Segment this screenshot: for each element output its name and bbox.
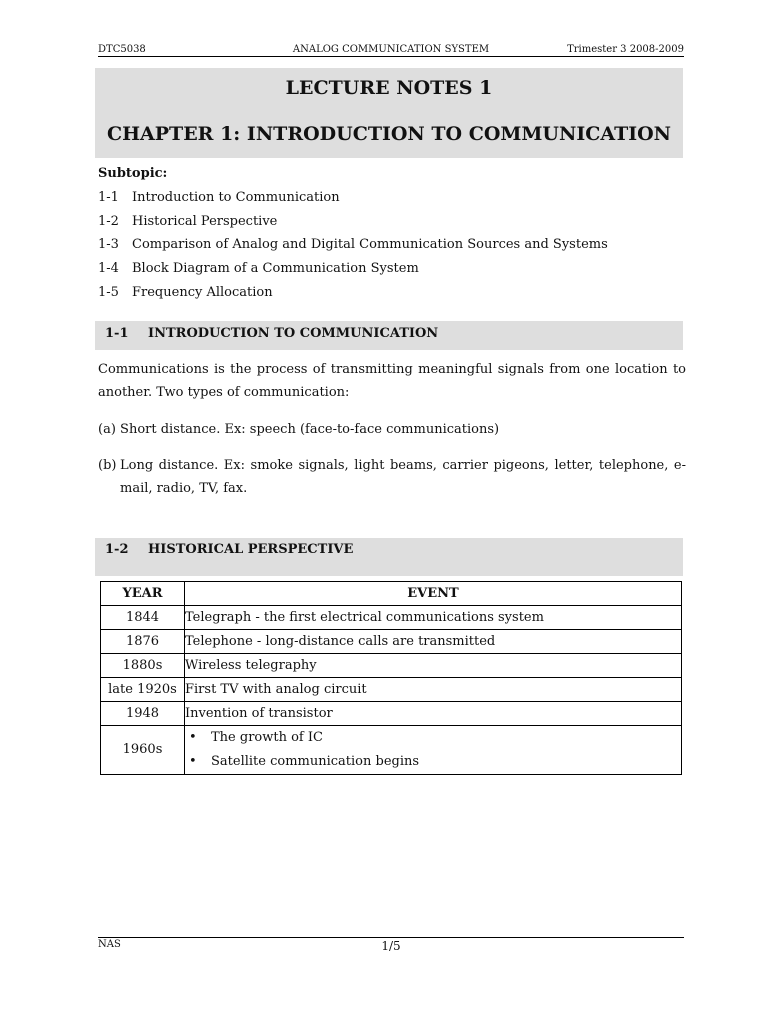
history-table [100,581,682,775]
subtopic-text: Frequency Allocation [132,284,273,300]
event-cell: First TV with analog circuit [185,678,682,702]
table-row [101,726,682,775]
subtopic-number: 1-2 [98,213,119,229]
year-cell: late 1920s [101,678,185,702]
event-bullet: • The growth of IC [211,726,681,750]
section-title: INTRODUCTION TO COMMUNICATION [148,326,439,341]
subtopic-text: Comparison of Analog and Digital Communication Sources and Systems [132,237,608,253]
table-row [101,654,682,678]
section-number: 1-1 [105,326,129,341]
subtopic-item [98,236,608,260]
lecture-title: LECTURE NOTES 1 [285,77,493,99]
event-cell: Invention of transistor [185,702,682,726]
subtopic-number: 1-4 [98,261,119,277]
subtopic-number: 1-3 [98,237,119,253]
section-number: 1-2 [105,542,129,557]
subtopic-item [98,284,608,308]
item-label: (b) [98,458,117,473]
header-course-title: ANALOG COMMUNICATION SYSTEM [292,44,490,55]
subtopic-text: Introduction to Communication [132,190,340,205]
subtopic-item [98,213,608,237]
event-cell: Telegraph - the first electrical communications system [185,606,682,630]
page-footer [98,937,684,952]
event-cell [185,726,682,775]
subtopic-text: Historical Perspective [132,213,278,229]
chapter-title: CHAPTER 1: INTRODUCTION TO COMMUNICATION [106,123,672,145]
year-cell: 1960s [101,726,185,775]
section-heading-introduction [95,321,683,350]
title-box [95,68,683,158]
section-heading-history [95,538,683,576]
section-title: HISTORICAL PERSPECTIVE [148,542,354,557]
subtopic-list [98,189,608,307]
event-cell: Telephone - long-distance calls are transmitted [185,630,682,654]
footer-author: NAS [98,939,121,950]
year-cell: 1844 [101,606,185,630]
year-cell: 1876 [101,630,185,654]
item-label: (a) [98,422,116,437]
year-cell: 1948 [101,702,185,726]
table-row [101,702,682,726]
year-cell: 1880s [101,654,185,678]
item-text: Short distance. Ex: speech (face-to-face communications) [120,422,500,437]
column-header-year: YEAR [101,582,185,606]
subtopic-text: Block Diagram of a Communication System [132,261,419,277]
column-header-event: EVENT [185,582,682,606]
event-cell: Wireless telegraphy [185,654,682,678]
subtopic-number: 1-1 [98,190,119,205]
subtopic-item [98,260,608,284]
event-bullet-list [185,726,681,774]
table-row [101,630,682,654]
header-trimester: Trimester 3 2008-2009 [567,44,684,55]
page-header [98,44,684,57]
table-header-row [101,582,682,606]
item-long-distance [98,454,686,500]
intro-paragraph: Communications is the process of transmitting meaningful signals from one location to another. Two types of communication: [98,362,686,400]
subtopic-number: 1-5 [98,284,119,300]
page-number: 1/5 [381,939,401,953]
item-short-distance [98,418,499,441]
header-course-code: DTC5038 [98,44,146,55]
subtopic-heading: Subtopic: [98,166,168,181]
subtopic-item [98,189,608,213]
table-row [101,606,682,630]
table-row [101,678,682,702]
item-text: Long distance. Ex: smoke signals, light beams, carrier pigeons, letter, telephone, e-mail, radio, TV, fax. [120,458,686,496]
event-bullet: • Satellite communication begins [211,750,681,774]
